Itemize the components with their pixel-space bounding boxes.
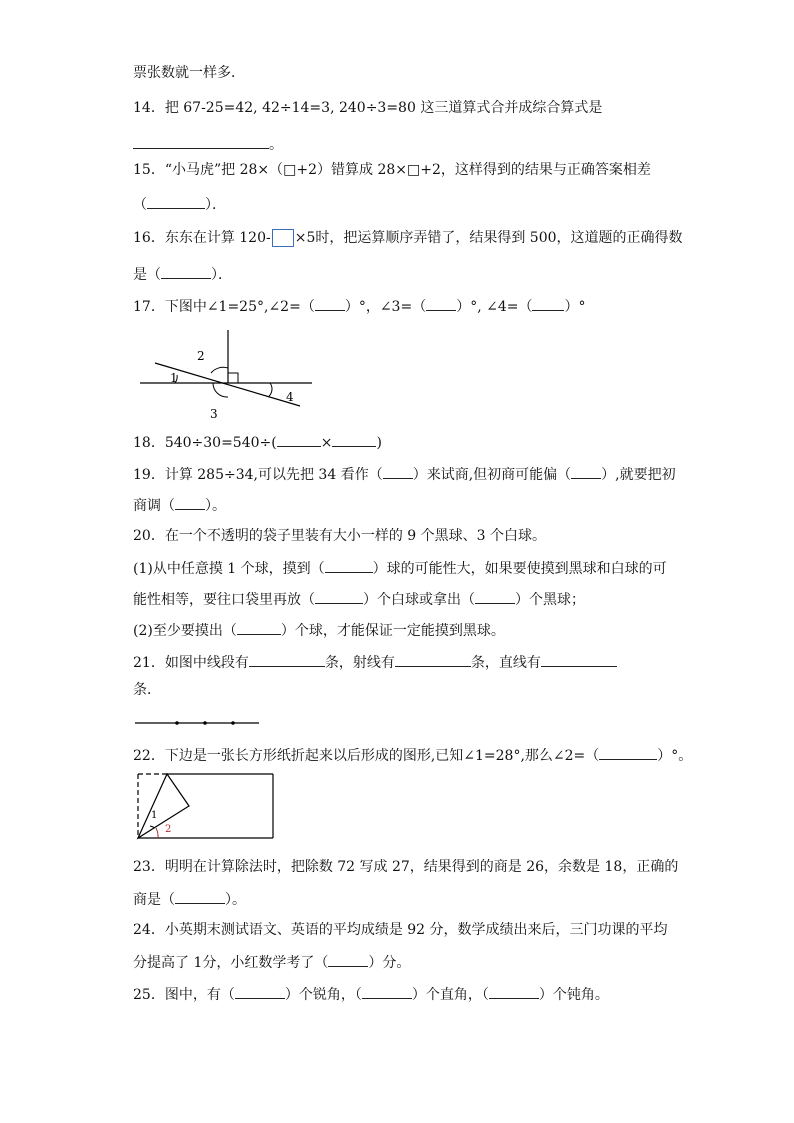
question-text: 18．540÷30=540÷( xyxy=(133,435,277,451)
question-text: 15．“小马虎”把 28×（□+2）错算成 28×□+2，这样得到的结果与正确答案相差 xyxy=(133,162,651,178)
right-angle-mark xyxy=(228,373,238,383)
number-box xyxy=(272,229,294,247)
point xyxy=(231,721,235,725)
label-2: 2 xyxy=(197,349,205,363)
angle-figure-17 xyxy=(140,330,320,425)
answer-blank[interactable] xyxy=(133,134,269,149)
angle-arc-1 xyxy=(150,826,155,828)
question-text: 条，直线有 xyxy=(470,655,541,671)
question-17 xyxy=(133,296,585,316)
bracket: ）。 xyxy=(205,498,226,514)
question-text: (1)从中任意摸 1 个球，摸到（ xyxy=(133,561,325,577)
question-text: 条，射线有 xyxy=(324,655,395,671)
question-text: 条． xyxy=(133,682,161,698)
continuation-text: 票张数就一样多． xyxy=(133,65,245,81)
label-4: 4 xyxy=(286,390,294,404)
answer-blank[interactable] xyxy=(147,194,205,209)
answer-blank[interactable] xyxy=(426,296,456,311)
question-text: 20．在一个不透明的袋子里装有大小一样的 9 个黑球、3 个白球。 xyxy=(133,528,546,544)
question-24-line-2 xyxy=(133,952,410,972)
punctuation: 。 xyxy=(269,137,283,153)
question-15-answer-line xyxy=(133,194,226,214)
question-16 xyxy=(133,229,683,247)
operator: × xyxy=(320,435,333,451)
question-text: ）个球，才能保证一定能摸到黑球。 xyxy=(280,623,505,639)
answer-blank[interactable] xyxy=(541,652,617,667)
question-text: ）球的可能性大，如果要使摸到黑球和白球的可 xyxy=(372,561,667,577)
question-text: 分提高了 1分，小红数学考了（ xyxy=(133,955,329,971)
folded-rectangle-figure-22 xyxy=(133,770,278,842)
bracket: （ xyxy=(133,197,147,213)
question-21-line-2 xyxy=(133,681,161,699)
question-text: ）°, ∠4=（ xyxy=(456,299,533,315)
question-text: ）个钝角。 xyxy=(538,987,609,1003)
answer-blank[interactable] xyxy=(532,296,564,311)
answer-blank[interactable] xyxy=(325,558,373,573)
question-20 xyxy=(133,527,546,545)
question-23 xyxy=(133,858,678,876)
answer-blank[interactable] xyxy=(161,264,211,279)
question-text: ）个黑球； xyxy=(515,592,585,608)
bracket: ）。 xyxy=(225,892,246,908)
question-24 xyxy=(133,921,668,939)
angle-arc-3 xyxy=(213,383,228,397)
question-text: 商调（ xyxy=(133,498,175,514)
angle-arc-4 xyxy=(268,383,272,397)
question-text: 14．把 67-25=42, 42÷14=3, 240÷3=80 这三道算式合并成综合算式是 xyxy=(133,100,603,116)
angle-arc-2 xyxy=(156,828,158,838)
bracket: ) xyxy=(376,435,382,451)
bracket: ）． xyxy=(211,267,232,283)
question-text: ）个直角，（ xyxy=(411,987,489,1003)
question-21 xyxy=(133,652,617,672)
question-text: 22．下边是一张长方形纸折起来以后形成的图形,已知∠1=28°,那么∠2=（ xyxy=(133,748,600,764)
question-text: 23．明明在计算除法时，把除数 72 写成 27，结果得到的商是 26，余数是 18，正确的 xyxy=(133,859,679,875)
question-text: ×5时，把运算顺序弄错了，结果得到 500，这道题的正确得数 xyxy=(294,230,683,246)
question-18 xyxy=(133,432,382,452)
answer-blank[interactable] xyxy=(249,652,325,667)
question-text: 21．如图中线段有 xyxy=(133,655,249,671)
question-text: 24．小英期末测试语文、英语的平均成绩是 92 分，数学成绩出来后，三门功课的平均 xyxy=(133,922,668,938)
question-text: ）,就要把初 xyxy=(601,467,676,483)
label-1: 1 xyxy=(151,810,158,821)
point xyxy=(203,721,207,725)
answer-blank[interactable] xyxy=(362,984,412,999)
question-19-line-2 xyxy=(133,495,226,515)
answer-blank[interactable] xyxy=(235,984,285,999)
question-text: ）来试商,但初商可能偏（ xyxy=(412,467,572,483)
angle-arc-2 xyxy=(211,367,228,373)
question-text: ）个锐角，（ xyxy=(284,987,362,1003)
question-22 xyxy=(133,745,692,765)
question-text: 能性相等，要往口袋里再放（ xyxy=(133,592,315,608)
question-14-answer-line xyxy=(133,134,283,154)
line-points-figure-21 xyxy=(133,718,263,728)
question-text: ）°，∠3=（ xyxy=(344,299,427,315)
question-text: 商是（ xyxy=(133,892,175,908)
answer-blank[interactable] xyxy=(175,495,205,510)
answer-blank[interactable] xyxy=(237,620,281,635)
question-23-line-2 xyxy=(133,889,246,909)
answer-blank[interactable] xyxy=(315,296,345,311)
question-text: ）°。 xyxy=(657,748,693,764)
question-25 xyxy=(133,984,609,1004)
question-text: 16．东东在计算 120- xyxy=(133,230,271,246)
answer-blank[interactable] xyxy=(475,589,515,604)
label-3: 3 xyxy=(210,407,218,421)
question-20-part-2 xyxy=(133,620,505,640)
question-text: 25．图中，有（ xyxy=(133,987,235,1003)
question-text: 17．下图中∠1=25°,∠2=（ xyxy=(133,299,315,315)
question-text: 19．计算 285÷34,可以先把 34 看作（ xyxy=(133,467,383,483)
answer-blank[interactable] xyxy=(175,889,225,904)
bracket: ）分。 xyxy=(368,955,411,971)
question-20-part-1-cont xyxy=(133,589,585,609)
question-16-answer-line xyxy=(133,264,232,284)
question-text: ）个白球或拿出（ xyxy=(363,592,475,608)
answer-blank[interactable] xyxy=(332,432,376,447)
answer-blank[interactable] xyxy=(599,745,657,760)
bracket: ）． xyxy=(205,197,226,213)
question-text: 是（ xyxy=(133,267,161,283)
question-14 xyxy=(133,99,602,117)
question-text: (2)至少要摸出（ xyxy=(133,623,237,639)
answer-blank[interactable] xyxy=(315,589,363,604)
question-19 xyxy=(133,464,676,484)
label-2: 2 xyxy=(165,824,172,835)
text-line xyxy=(133,64,245,82)
answer-blank[interactable] xyxy=(571,464,601,479)
question-15 xyxy=(133,161,651,179)
folded-flap xyxy=(138,774,189,838)
answer-blank[interactable] xyxy=(383,464,413,479)
answer-blank[interactable] xyxy=(489,984,539,999)
label-1: 1 xyxy=(170,371,178,385)
answer-blank[interactable] xyxy=(395,652,471,667)
answer-blank[interactable] xyxy=(277,432,321,447)
question-20-part-1 xyxy=(133,558,667,578)
point xyxy=(175,721,179,725)
question-text: ）° xyxy=(564,299,586,315)
answer-blank[interactable] xyxy=(328,952,368,967)
